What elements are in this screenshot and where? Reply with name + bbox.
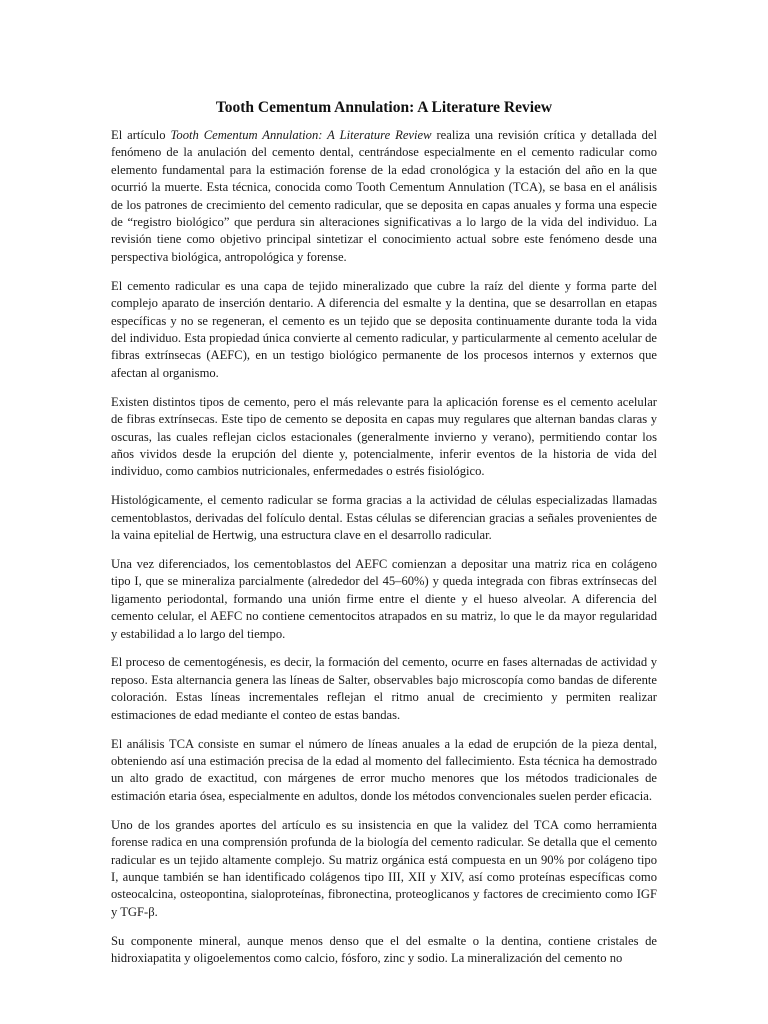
intro-lead: El artículo bbox=[111, 128, 171, 142]
paragraph: El análisis TCA consiste en sumar el número de líneas anuales a la edad de erupción de la pieza dental, obteniendo así una estimación precisa de la edad al momento del fallecimiento. Esta técnica ha demostrado un alto grado de exactitud, con márgenes de error mucho menores que los métodos tradicionales de estimación etaria ósea, especialmente en adultos, donde los métodos convencionales suelen perder eficacia. bbox=[111, 736, 657, 803]
paragraph: El cemento radicular es una capa de tejido mineralizado que cubre la raíz del diente y forma parte del complejo aparato de inserción dentario. A diferencia del esmalte y la dentina, que se desarrollan en etapas específicas y no se regeneran, el cemento es un tejido que se deposita continuamente durante toda la vida del individuo. Esta propiedad única convierte al cemento radicular, y particularmente al cemento acelular de fibras extrínsecas (AEFC), en un testigo biológico permanente de los procesos internos y externos que afectan al organismo. bbox=[111, 278, 657, 380]
paragraph: El proceso de cementogénesis, es decir, la formación del cemento, ocurre en fases alternadas de actividad y reposo. Esta alternancia genera las líneas de Salter, observables bajo microscopía como bandas de diferente coloración. Estas líneas incrementales reflejan el ritmo anual de crecimiento y permiten realizar estimaciones de edad mediante el conteo de estas bandas. bbox=[111, 655, 657, 722]
paragraph-intro bbox=[111, 127, 657, 266]
paragraph: Una vez diferenciados, los cementoblastos del AEFC comienzan a depositar una matriz rica en colágeno tipo I, que se mineraliza parcialmente (alrededor del 45–60%) y queda integrada con fibras extrínsecas del ligamento periodontal, formando una unión firme entre el diente y el hueso alveolar. A diferencia del cemento celular, el AEFC no contiene cementocitos atrapados en su matriz, lo que le da mayor regularidad y estabilidad a lo largo del tiempo. bbox=[111, 556, 657, 641]
document-title: Tooth Cementum Annulation: A Literature Review bbox=[215, 99, 553, 116]
paragraph: Su componente mineral, aunque menos denso que el del esmalte o la dentina, contiene cristales de hidroxiapatita y oligoelementos como calcio, fósforo, zinc y sodio. La mineralización del cemento no bbox=[111, 933, 657, 966]
paragraph: Existen distintos tipos de cemento, pero el más relevante para la aplicación forense es el cemento acelular de fibras extrínsecas. Este tipo de cemento se deposita en capas muy regulares que alternan bandas claras y oscuras, las cuales reflejan ciclos estacionales (generalmente invierno y verano), permitiendo contar los años vividos desde la erupción del diente y, potencialmente, inferir eventos de la historia de vida del individuo, como cambios nutricionales, enfermedades o estrés fisiológico. bbox=[111, 394, 657, 479]
paragraph: Histológicamente, el cemento radicular se forma gracias a la actividad de células especializadas llamadas cementoblastos, derivadas del folículo dental. Estas células se diferencian gracias a señales provenientes de la vaina epitelial de Hertwig, una estructura clave en el desarrollo radicular. bbox=[111, 493, 657, 543]
intro-rest: realiza una revisión crítica y detallada del fenómeno de la anulación del cemento dental, centrándose especialmente en el cemento radicular como elemento fundamental para la estimación forense de la edad cronológica y la estación del año en la que ocurrió la muerte. Esta técnica, conocida como Tooth Cementum Annulation (TCA), se basa en el análisis de los patrones de crecimiento del cemento radicular, que se deposita en capas anuales y forma una especie de “registro biológico” que perdura sin alteraciones significativas a lo largo de la vida del individuo. La revisión tiene como objetivo principal sintetizar el conocimiento actual sobre este fenómeno desde una perspectiva biológica, antropológica y forense. bbox=[111, 128, 657, 264]
intro-italic-title: Tooth Cementum Annulation: A Literature Review bbox=[170, 128, 432, 142]
paragraph: Uno de los grandes aportes del artículo es su insistencia en que la validez del TCA como herramienta forense radica en una comprensión profunda de la biología del cemento radicular. Se detalla que el cemento radicular es un tejido altamente complejo. Su matriz orgánica está compuesta en un 90% por colágeno tipo I, aunque también se han identificado colágenos tipo III, XII y XIV, así como proteínas específicas como osteocalcina, osteopontina, sialoproteínas, fibronectina, proteoglicanos y factores de crecimiento como IGF y TGF-β. bbox=[111, 817, 657, 919]
document-page bbox=[111, 98, 657, 966]
